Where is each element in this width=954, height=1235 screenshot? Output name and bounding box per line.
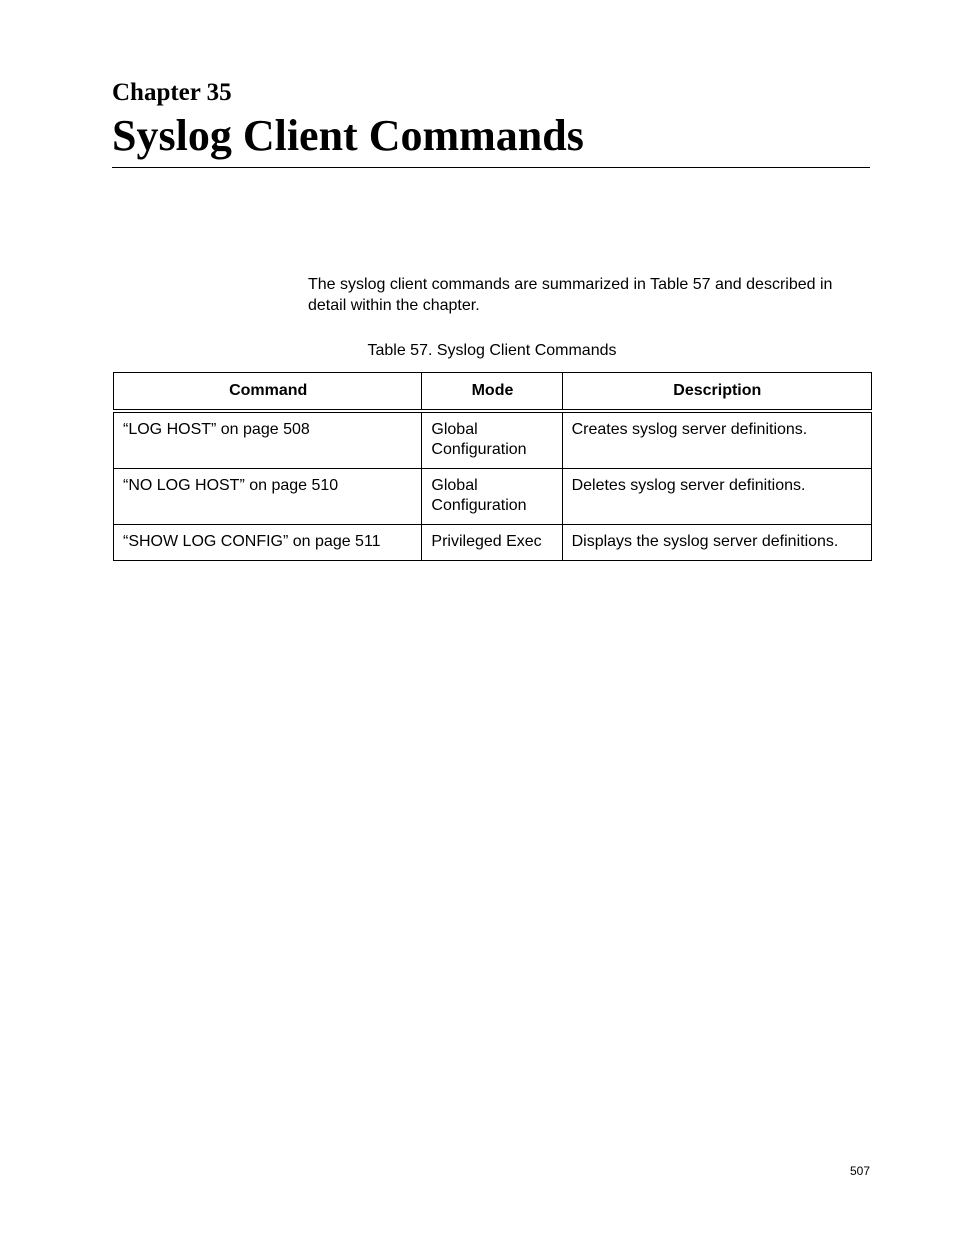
chapter-label: Chapter 35 (112, 79, 232, 106)
table-row (114, 525, 872, 561)
table-row (114, 411, 872, 469)
title-rule (112, 167, 870, 168)
mode-cell: Privileged Exec (422, 525, 562, 561)
table-header-row (114, 373, 872, 412)
page-number: 507 (849, 1164, 870, 1178)
command-cell[interactable]: “NO LOG HOST” on page 510 (114, 469, 422, 525)
commands-table (113, 372, 872, 561)
table-caption: Table 57. Syslog Client Commands (367, 342, 617, 359)
chapter-title: Syslog Client Commands (112, 111, 584, 160)
intro-paragraph: The syslog client commands are summarized in Table 57 and described in detail within the chapter. (308, 276, 833, 314)
description-cell: Creates syslog server definitions. (562, 411, 871, 469)
command-cell[interactable]: “LOG HOST” on page 508 (114, 411, 422, 469)
mode-cell: Global Configuration (422, 411, 562, 469)
column-header-command: Command (114, 373, 422, 412)
description-cell: Displays the syslog server definitions. (562, 525, 871, 561)
description-cell: Deletes syslog server definitions. (562, 469, 871, 525)
table-row (114, 469, 872, 525)
mode-cell: Global Configuration (422, 469, 562, 525)
column-header-description: Description (562, 373, 871, 412)
command-cell[interactable]: “SHOW LOG CONFIG” on page 511 (114, 525, 422, 561)
column-header-mode: Mode (422, 373, 562, 412)
